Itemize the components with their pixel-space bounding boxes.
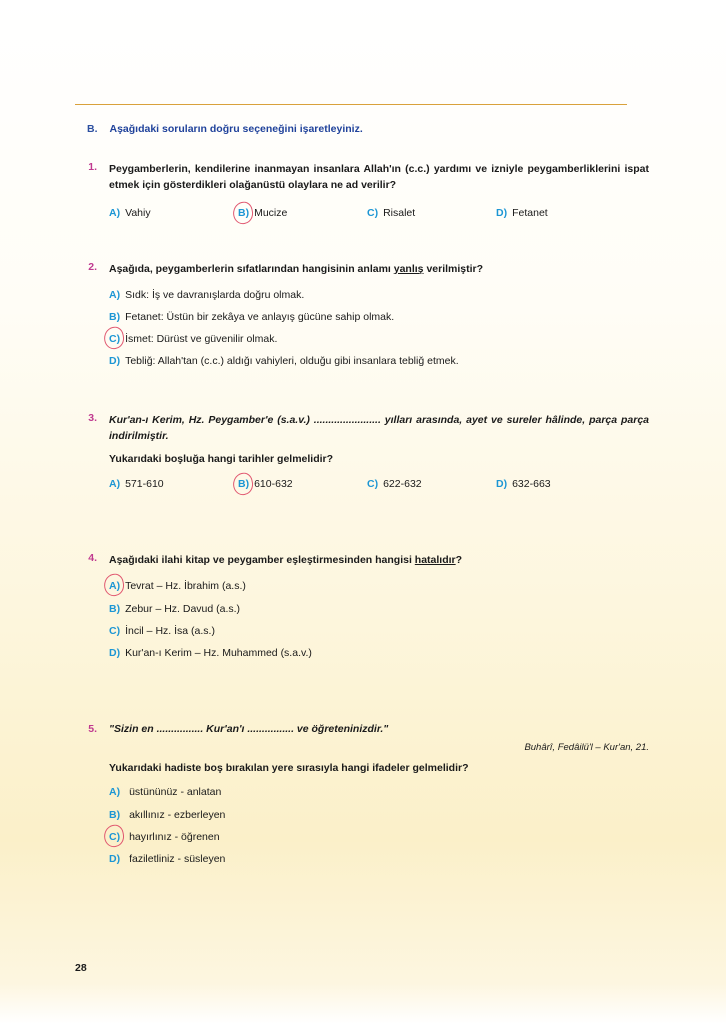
hadith-citation: Buhârî, Fedâilü'l – Kur'an, 21. (524, 742, 649, 754)
option-list (109, 785, 680, 867)
option-letter: B) (109, 311, 121, 324)
section-title: Aşağıdaki soruların doğru seçeneğini işaretleyiniz. (109, 123, 363, 135)
option-text: Kur'an-ı Kerim – Hz. Muhammed (s.a.v.) (125, 647, 312, 660)
option-letter: A) (109, 478, 121, 491)
option-text: Sıdk: İş ve davranışlarda doğru olmak. (125, 288, 305, 301)
option-b[interactable] (238, 478, 367, 490)
question-4 (75, 552, 680, 661)
option-text: İsmet: Dürüst ve güvenilir olmak. (125, 333, 278, 346)
question-text: Aşağıda, peygamberlerin sıfatlarından hangisinin anlamı yanlış verilmiştir? (109, 262, 484, 275)
page-number: 28 (75, 962, 87, 974)
option-list (109, 288, 680, 370)
option-c[interactable] (367, 207, 496, 219)
option-letter: C) (109, 830, 121, 843)
option-text: Tebliğ: Allah'tan (c.c.) aldığı vahiyleri, olduğu gibi insanlara tebliğ etmek. (125, 355, 459, 368)
option-letter: B) (238, 206, 250, 219)
option-text: faziletliniz - süsleyen (129, 853, 226, 865)
option-letter: C) (367, 206, 379, 219)
option-text: 610-632 (254, 478, 293, 491)
option-d[interactable] (496, 207, 625, 219)
option-a[interactable] (109, 288, 680, 303)
option-text: Tevrat – Hz. İbrahim (a.s.) (125, 580, 246, 593)
option-a[interactable] (109, 478, 238, 490)
question-2 (75, 261, 680, 370)
option-a[interactable] (109, 579, 680, 594)
option-text: Fetanet (512, 206, 548, 219)
option-letter: D) (109, 647, 121, 660)
question-number: 2. (88, 260, 97, 273)
option-d[interactable] (109, 852, 680, 867)
option-b[interactable] (109, 310, 680, 325)
option-row (109, 207, 680, 219)
question-number: 4. (88, 552, 97, 565)
option-letter: A) (109, 786, 121, 799)
option-text: üstününüz - anlatan (129, 786, 222, 799)
question-text: Kur'an-ı Kerim, Hz. Peygamber'e (s.a.v.) ....................... yılları arasında, ayet ve sureler hâlinde, parça parça indirilmiştir. (109, 413, 649, 442)
option-text: Risalet (383, 206, 416, 219)
section-letter: B. (87, 123, 98, 135)
option-letter: B) (109, 808, 121, 821)
option-letter: C) (367, 478, 379, 491)
question-text: Peygamberlerin, kendilerine inanmayan insanlara Allah'ın (c.c.) yardımı ve izniyle peygamberliklerini ispat etmek için gösterdikleri olağanüstü olaylara ne ad verilir? (109, 163, 649, 192)
option-text: Zebur – Hz. Davud (a.s.) (125, 602, 241, 615)
emphasis-word: yanlış (393, 262, 424, 275)
option-a[interactable] (109, 785, 680, 800)
option-letter: C) (109, 624, 121, 637)
emphasis-word: hatalıdır (414, 554, 456, 567)
question-text: Aşağıdaki ilahi kitap ve peygamber eşleştirmesinden hangisi hatalıdır? (109, 554, 463, 567)
question-number: 3. (88, 411, 97, 424)
question-number: 1. (88, 161, 97, 173)
option-letter: C) (109, 333, 121, 346)
option-letter: D) (496, 478, 508, 491)
option-d[interactable] (109, 354, 680, 369)
option-row (109, 478, 680, 490)
question-prompt: Yukarıdaki boşluğa hangi tarihler gelmelidir? (109, 453, 334, 466)
option-text: 571-610 (125, 478, 164, 491)
option-c[interactable] (367, 478, 496, 490)
option-c[interactable] (109, 830, 680, 845)
option-text: 622-632 (383, 478, 422, 491)
option-text: 632-663 (512, 478, 551, 491)
option-text: Fetanet: Üstün bir zekâya ve anlayış gücüne sahip olmak. (125, 311, 395, 324)
option-list (109, 579, 680, 661)
option-letter: D) (496, 206, 508, 219)
option-text: hayırlınız - öğrenen (129, 830, 220, 843)
question-prompt: Yukarıdaki hadiste boş bırakılan yere sırasıyla hangi ifadeler gelmelidir? (109, 762, 469, 775)
option-letter: D) (109, 853, 121, 865)
section-heading (87, 123, 680, 135)
option-c[interactable] (109, 332, 680, 347)
option-d[interactable] (496, 478, 625, 490)
question-1 (75, 161, 680, 219)
option-d[interactable] (109, 646, 680, 661)
page-content (75, 104, 680, 889)
option-b[interactable] (238, 207, 367, 219)
question-5 (75, 723, 680, 867)
option-letter: A) (109, 206, 121, 219)
option-letter: A) (109, 288, 121, 301)
option-letter: D) (109, 355, 121, 368)
option-text: Mucize (254, 206, 288, 219)
option-a[interactable] (109, 207, 238, 219)
option-b[interactable] (109, 808, 680, 823)
question-number: 5. (88, 723, 97, 736)
option-text: İncil – Hz. İsa (a.s.) (125, 624, 215, 637)
option-b[interactable] (109, 602, 680, 617)
option-letter: B) (238, 478, 250, 491)
option-letter: A) (109, 580, 121, 593)
option-text: akıllınız - ezberleyen (129, 808, 226, 821)
option-c[interactable] (109, 624, 680, 639)
question-3 (75, 412, 680, 491)
option-text: Vahiy (125, 206, 151, 219)
hadith-text: "Sizin en ................ Kur'an'ı ................ ve öğreteninizdir." (109, 723, 389, 736)
option-letter: B) (109, 602, 121, 615)
top-divider (75, 104, 627, 105)
